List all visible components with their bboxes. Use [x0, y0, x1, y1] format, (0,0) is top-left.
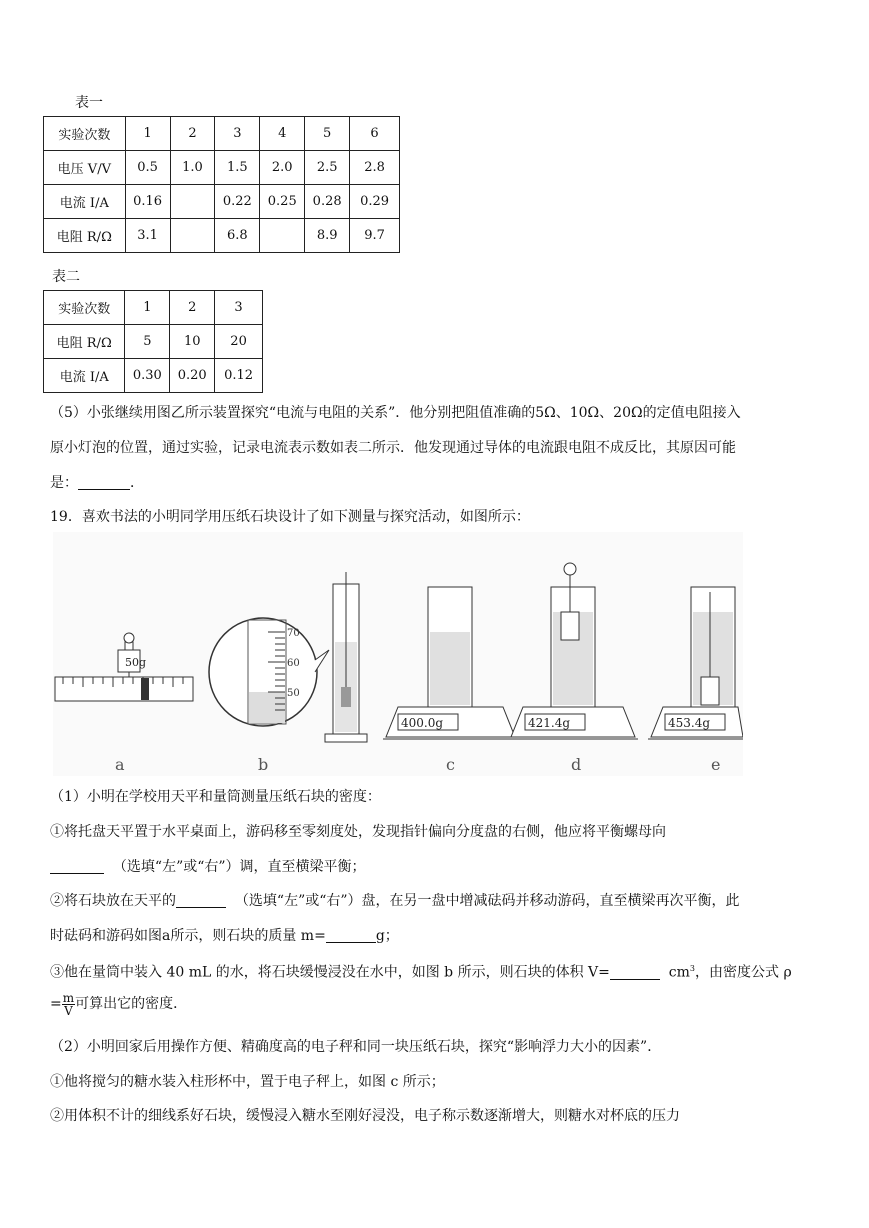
table-row [44, 219, 400, 253]
table-cell: 0.20 [170, 359, 215, 393]
figure-label-c: c [446, 755, 455, 774]
weight-label: 50g [125, 656, 147, 669]
scale-e-reading: 453.4g [668, 716, 711, 730]
table-cell: 实验次数 [44, 291, 125, 325]
figure-e-scale [648, 587, 743, 739]
table1 [43, 116, 400, 253]
q19-part2: （2）小明回家后用操作方便、精确度高的电子秤和同一块压纸石块，探究“影响浮力大小的因素”． [50, 1039, 662, 1055]
q19-step3-text-c: ，由密度公式 ρ [695, 964, 792, 981]
table-cell: 电阻 R/Ω [44, 219, 126, 253]
q19-step3-text-a: ③他在量筒中装入 40 mL 的水，将石块缓慢浸没在水中，如图 b 所示，则石块的体积 V= [50, 964, 610, 981]
tick-50: 50 [287, 688, 300, 699]
q19-step1-line1: ①将托盘天平置于水平桌面上，游码移至零刻度处，发现指针偏向分度盘的右侧，他应将平衡螺母向 [50, 824, 666, 840]
table-row [44, 291, 263, 325]
q19-step3-sup: 3 [689, 964, 696, 973]
table-row [44, 325, 263, 359]
table-cell: 3 [215, 291, 263, 325]
table-cell: 2.5 [305, 151, 350, 185]
q19-step2-line1 [50, 893, 820, 908]
table-cell: 电阻 R/Ω [44, 325, 125, 359]
table-cell: 1.0 [170, 151, 215, 185]
table-cell: 4 [260, 117, 305, 151]
q19-part2-step1: ①他将搅匀的糖水装入柱形杯中，置于电子秤上，如图 c 所示； [50, 1074, 445, 1090]
table-cell: 电压 V/V [44, 151, 126, 185]
table-cell: 电流 I/A [44, 359, 125, 393]
table-cell: 6 [350, 117, 400, 151]
table-row [44, 117, 400, 151]
table-cell: 0.12 [215, 359, 263, 393]
table-cell: 1.5 [215, 151, 260, 185]
table-row [44, 359, 263, 393]
scale-c-reading: 400.0g [401, 716, 444, 730]
table-cell [170, 185, 215, 219]
tick-60: 60 [287, 658, 300, 669]
table-cell: 0.5 [125, 151, 170, 185]
figure-label-d: d [571, 755, 582, 774]
figure-d-scale [508, 563, 638, 739]
table-cell: 电流 I/A [44, 185, 126, 219]
answer-blank[interactable] [610, 965, 660, 980]
table-cell: 0.16 [125, 185, 170, 219]
answer-blank[interactable] [326, 928, 376, 943]
table-cell: 9.7 [350, 219, 400, 253]
q19-step2-line2 [50, 928, 820, 943]
fraction-numerator: m [62, 990, 75, 1005]
q5-line3-end: ． [130, 475, 144, 491]
figure-b-magnifier [209, 572, 367, 742]
q19-step3-text-e: 可算出它的密度． [75, 996, 188, 1012]
q19-intro: 19．喜欢书法的小明同学用压纸石块设计了如下测量与探究活动，如图所示： [50, 509, 530, 525]
table-cell: 3.1 [125, 219, 170, 253]
table-cell: 5 [305, 117, 350, 151]
scale-d-reading: 421.4g [528, 716, 571, 730]
q19-step2-text-a: ②将石块放在天平的 [50, 893, 176, 909]
q19-part2-step2: ②用体积不计的细线系好石块，缓慢浸入糖水至刚好浸没，电子称示数逐渐增大，则糖水对杯底的压力 [50, 1108, 680, 1124]
table-cell: 0.22 [215, 185, 260, 219]
q19-step3-eq: = [50, 996, 62, 1012]
answer-blank[interactable] [176, 893, 226, 908]
figure-a-beam [55, 633, 193, 701]
table-cell: 实验次数 [44, 117, 126, 151]
table2-caption: 表二 [52, 269, 80, 285]
experiment-figure [53, 532, 743, 776]
q19-step2-text-b: （选填“左”或“右”）盘，在另一盘中增减砝码并移动游码，直至横梁再次平衡，此 [234, 893, 740, 909]
q19-step3-unit: cm [668, 964, 690, 981]
table-cell: 2 [170, 117, 215, 151]
table-cell: 5 [125, 325, 170, 359]
table-cell [170, 219, 215, 253]
table-cell: 0.30 [125, 359, 170, 393]
table-row [44, 185, 400, 219]
table-cell: 6.8 [215, 219, 260, 253]
q5-line1: （5）小张继续用图乙所示装置探究“电流与电阻的关系”．他分别把阻值准确的5Ω、10Ω、20Ω的定值电阻接入 [50, 405, 741, 421]
table-cell: 2 [170, 291, 215, 325]
figure-label-e: e [711, 755, 721, 774]
table-cell: 20 [215, 325, 263, 359]
q19-step1-line2-text: （选填“左”或“右”）调，直至横梁平衡； [112, 859, 366, 875]
table-cell: 2.0 [260, 151, 305, 185]
table-cell: 3 [215, 117, 260, 151]
table-cell [260, 219, 305, 253]
table-cell: 2.8 [350, 151, 400, 185]
density-fraction [62, 992, 75, 1017]
table2 [43, 290, 263, 393]
q19-step3-line2 [50, 990, 820, 1018]
q19-step1-line2 [50, 859, 820, 874]
q5-line2: 原小灯泡的位置，通过实验，记录电流表示数如表二所示．他发现通过导体的电流跟电阻不成反比，其原因可能 [50, 440, 736, 456]
table1-caption: 表一 [75, 95, 103, 111]
q19-step3-line1 [50, 962, 820, 980]
table-cell: 8.9 [305, 219, 350, 253]
table-cell: 0.28 [305, 185, 350, 219]
table-cell: 10 [170, 325, 215, 359]
table-cell: 1 [125, 291, 170, 325]
answer-blank[interactable] [50, 859, 104, 874]
figure-label-b: b [258, 755, 269, 774]
q19-step2-text-c: 时砝码和游码如图a所示，则石块的质量 m= [50, 928, 326, 944]
table-cell: 0.29 [350, 185, 400, 219]
answer-blank[interactable] [78, 475, 130, 490]
figure-label-a: a [115, 755, 125, 774]
fraction-denominator: V [64, 1003, 73, 1018]
q19-step2-text-d: g； [375, 928, 399, 944]
q5-line3-text: 是： [50, 475, 78, 491]
figure-c-scale [383, 587, 518, 739]
table-cell: 0.25 [260, 185, 305, 219]
q19-part1: （1）小明在学校用天平和量筒测量压纸石块的密度： [50, 789, 381, 805]
table-row [44, 151, 400, 185]
q5-line3 [50, 475, 820, 490]
figure-drawing [53, 532, 743, 776]
tick-70: 70 [287, 628, 300, 639]
table-cell: 1 [125, 117, 170, 151]
